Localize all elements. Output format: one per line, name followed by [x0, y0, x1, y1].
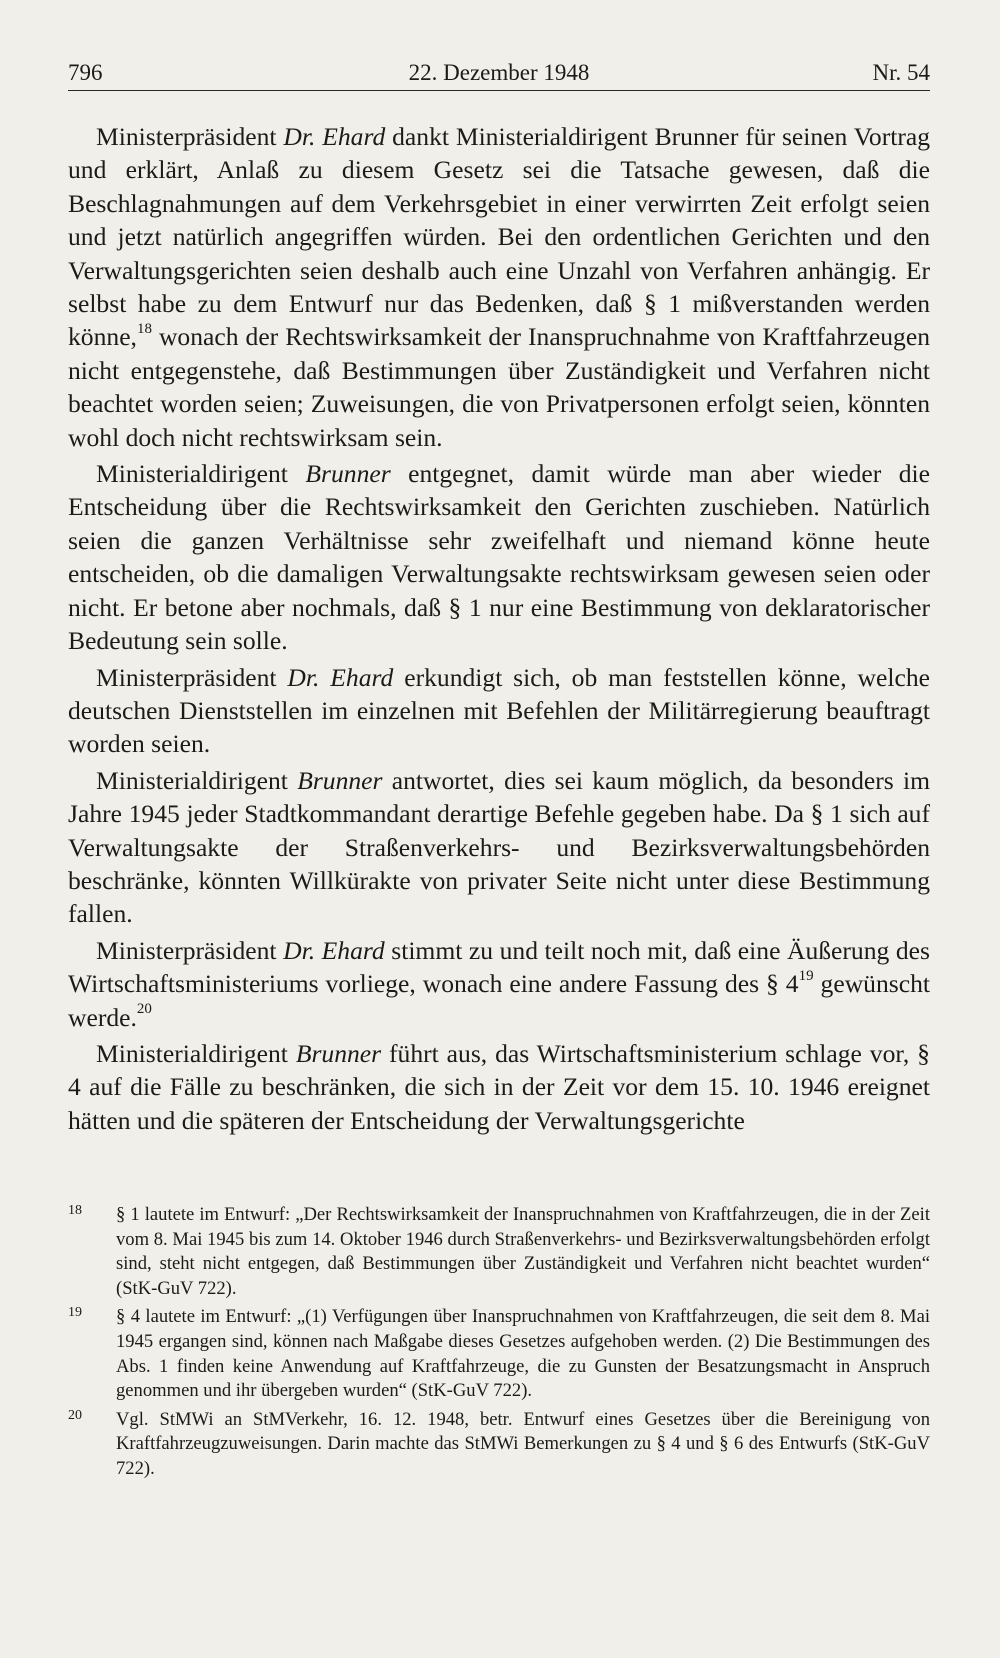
issue-number: Nr. 54 [872, 60, 930, 85]
footnote-ref[interactable]: 20 [136, 1001, 152, 1018]
footnote-text: § 1 lautete im Entwurf: „Der Rechtswirksamkeit der Inanspruchnahmen von Kraftfahrzeugen, die in der Zeit vom 8. Mai 1945 bis zum 14. Oktober 1946 durch Straßenverkehrs- und Bezirksverwaltungsbehörden erfolgt sind, steht nicht entgegen, daß Bestimmungen über Zuständigkeit und Verfahren nicht beachtet wurden“ (StK-GuV 722). [116, 1204, 930, 1299]
paragraph-text: stimmt zu und teilt noch mit, daß eine Äußerung des Wirtschaftsministeriums vorliege, wonach eine andere Fassung des § 4 [68, 935, 930, 999]
speaker-title: Ministerpräsident [96, 935, 284, 965]
paragraph [68, 661, 930, 761]
paragraph [68, 120, 930, 454]
paragraph-text: führt aus, das Wirtschaftsministerium schlage vor, § 4 auf die Fälle zu beschränken, die sich in der Zeit vor dem 15. 10. 1946 ereignet hätten und die späteren der Entscheidung der Verwaltungsgerichte [68, 1038, 930, 1135]
speaker-title: Ministerpräsident [96, 122, 284, 151]
paragraph [68, 457, 930, 657]
paragraph [68, 1037, 930, 1137]
paragraph-text: erkundigt sich, ob man feststellen könne, welche deutschen Dienststellen im einzelnen mit Befehlen der Militärregierung beauftragt worden seien. [68, 662, 931, 759]
speaker-title: Ministerpräsident [96, 662, 288, 692]
footnote-number: 18 [68, 1203, 82, 1218]
speaker-name: Brunner [305, 459, 391, 489]
footnote-ref[interactable]: 18 [136, 320, 152, 337]
page-number: 796 [68, 60, 103, 85]
paragraph-text: wonach der Rechtswirksamkeit der Inanspruchnahme von Kraftfahrzeugen nicht entgegenstehe, daß Bestimmungen über Zuständigkeit und Verfahren nicht beachtet worden seien; Zuweisungen, die von Privatpersonen erfolgt seien, könnten wohl doch nicht rechtswirksam sein. [68, 322, 930, 452]
speaker-title: Ministerialdirigent [96, 459, 306, 489]
paragraph-text: entgegnet, damit würde man aber wieder die Entscheidung über die Rechtswirksamkeit den Gerichten zuschieben. Natürlich seien die ganzen Verhältnisse sehr zweifelhaft und niemand könne heute entscheiden, ob die damaligen Verwaltungsakte rechtswirksam gewesen seien oder nicht. Er betone aber nochmals, daß § 1 nur eine Bestimmung von deklaratorischer Bedeutung sein solle. [68, 459, 930, 656]
paragraph-text: dankt Ministerialdirigent Brunner für seinen Vortrag und erklärt, Anlaß zu diesem Gesetz sei die Tatsache gewesen, daß die Beschlagnahmungen auf dem Verkehrsgebiet in einer verwirrten Zeit erfolgt seien und jetzt natürlich angegriffen würden. Bei den ordentlichen Gerichten und den Verwaltungsgerichten seien deshalb auch eine Unzahl von Verfahren anhängig. Er selbst habe zu dem Entwurf nur das Bedenken, daß § 1 mißverstanden werden könne, [68, 122, 931, 352]
footnote [68, 1305, 930, 1403]
speaker-name: Brunner [295, 1038, 382, 1068]
footnote-ref[interactable]: 19 [798, 967, 814, 984]
paragraph-text: antwortet, dies sei kaum möglich, da besonders im Jahre 1945 jeder Stadtkommandant derartige Befehle gegeben habe. Da § 1 sich auf Verwaltungsakte der Straßenverkehrs- und Bezirksverwaltungsbehörden beschränke, könnten Willkürakte von privater Seite nicht unter diese Bestimmung fallen. [68, 765, 930, 929]
speaker-title: Ministerialdirigent [96, 1038, 296, 1068]
speaker-name: Dr. Ehard [283, 935, 385, 965]
paragraph [68, 934, 930, 1034]
footnote [68, 1203, 930, 1301]
paragraph [68, 764, 930, 931]
body-text [68, 120, 930, 1137]
footnote-number: 19 [68, 1305, 82, 1321]
speaker-title: Ministerialdirigent [96, 765, 298, 795]
footnote-number: 20 [68, 1407, 82, 1423]
footnotes [68, 1203, 930, 1486]
speaker-name: Brunner [297, 765, 383, 795]
paragraph-text: gewünscht werde. [68, 969, 930, 1032]
speaker-name: Dr. Ehard [287, 662, 394, 692]
running-header [68, 56, 930, 91]
header-date: 22. Dezember 1948 [408, 60, 590, 85]
footnote [68, 1408, 930, 1482]
footnote-text: § 4 lautete im Entwurf: „(1) Verfügungen über Inanspruchnahmen von Kraftfahrzeugen, die seit dem 8. Mai 1945 ergangen sind, können nach Maßgabe dieses Gesetzes aufgehoben werden. (2) Die Bestimmungen des Abs. 1 finden keine Anwendung auf Kraftfahrzeuge, die zu Gunsten der Besatzungsmacht in Anspruch genommen und ihr übergeben wurden“ (StK-GuV 722). [116, 1306, 930, 1402]
footnote-text: Vgl. StMWi an StMVerkehr, 16. 12. 1948, betr. Entwurf eines Gesetzes über die Bereinigung von Kraftfahrzeugzuweisungen. Darin machte das StMWi Bemerkungen zu § 4 und § 6 des Entwurfs (StK-GuV 722). [116, 1408, 930, 1479]
speaker-name: Dr. Ehard [283, 122, 386, 151]
